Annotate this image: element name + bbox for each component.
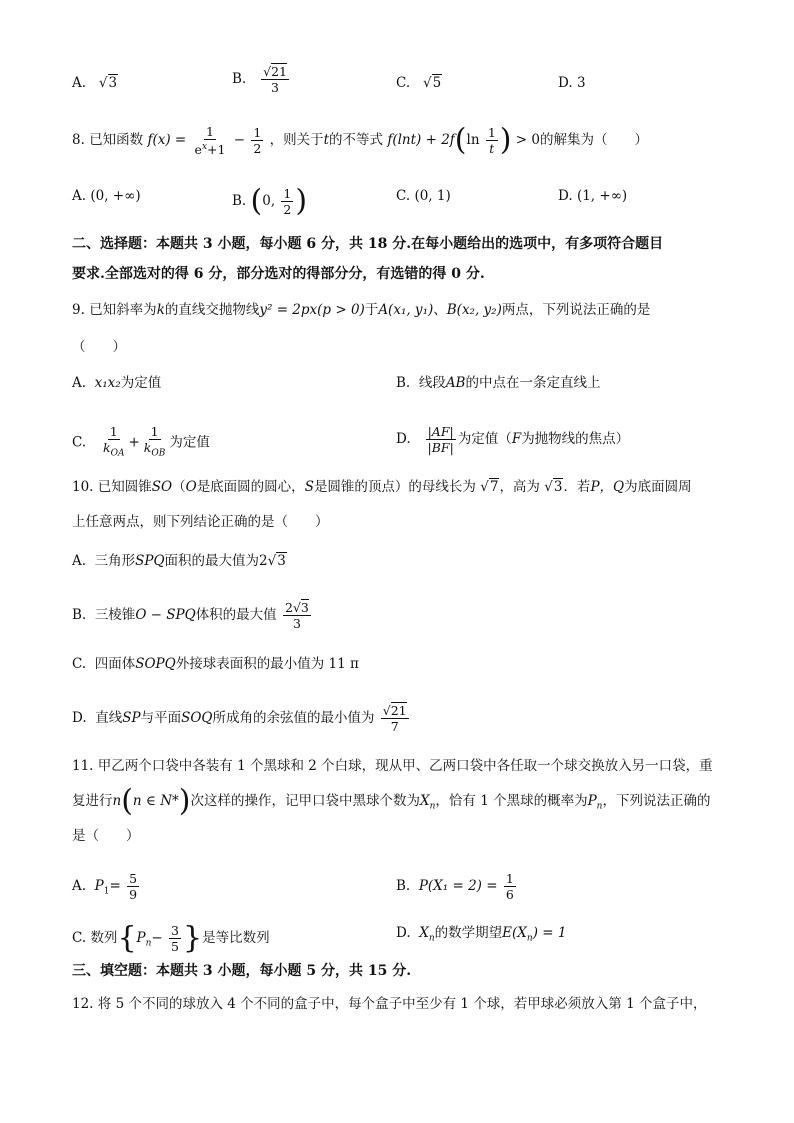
fraction: $\frac{1}{6}$ <box>505 871 514 902</box>
fraction: $\frac{5}{9}$ <box>129 871 138 902</box>
q9-option-c: C. $\frac{1}{k_{OA}}$ + $\frac{1}{k_{OB}}$ 为定值 <box>72 424 210 462</box>
q8-option-b: B. (0, $\frac{1}{2}$ ) <box>232 183 308 219</box>
section-3-heading: 三、填空题：本题共 3 小题，每小题 5 分，共 15 分. <box>72 963 412 979</box>
question-9-paren: （ ） <box>72 339 126 355</box>
q8-option-d: D. (1, +∞) <box>558 188 628 204</box>
fraction: $\frac{1}{k_{OB}}$ <box>143 424 166 459</box>
fraction: $\frac{3}{5}$ <box>171 923 179 954</box>
question-11-stem-cont: 复进行n(n ∈ N*)次这样的操作，记甲口袋中黑球个数为$X_n$，恰有 1 个黑球的概率为$P_n$，下列说法正确的 <box>72 783 711 819</box>
fraction: $\frac{1}{2}$ <box>253 125 262 157</box>
q7-option-b: B. $\frac{√21}{3}$ <box>232 64 287 95</box>
question-12-stem: 12. 将 5 个不同的球放入 4 个不同的盒子中，每个盒子中至少有 1 个球，若甲球必须放入第 1 个盒子中， <box>72 996 707 1012</box>
q10-option-a: A. 三角形SPQ面积的最大值为2√3 <box>72 553 286 569</box>
q11-option-d: D. $X_n$的数学期望$E(X_n) = 1$ <box>396 925 567 944</box>
q10-option-b: B. 三棱锥O − SPQ体积的最大值 $\frac{2√3}{3}$ <box>72 600 309 631</box>
question-11-stem: 11. 甲乙两个口袋中各装有 1 个黑球和 2 个白球，现从甲、乙两口袋中各任取一个球交换放入另一口袋，重 <box>72 758 713 774</box>
q8-option-a: A. (0, +∞) <box>72 188 141 204</box>
sqrt-expr: √3 <box>98 75 118 91</box>
question-11-stem-end: 是（ ） <box>72 828 140 844</box>
q11-option-b: B. P(X₁ = 2) = $\frac{1}{6}$ <box>396 871 514 902</box>
fraction: $\frac{1}{e^x+1}$ <box>194 124 226 158</box>
question-8-stem: 8. 已知函数 f(x) = $\frac{1}{e^x+1}$ − $\frac{1}{2}$ ，则关于t的不等式 f(lnt) + 2f(ln $\frac{1}{t}$ ) > 0的解集为（ ） <box>72 122 648 158</box>
question-10-stem-cont: 上任意两点，则下列结论正确的是（ ） <box>72 514 329 530</box>
q10-option-d: D. 直线SP与平面SOQ所成角的余弦值的最小值为 $\frac{√21}{7}$ <box>72 703 407 734</box>
fraction: $\frac{|AF|}{|BF|}$ <box>427 424 454 455</box>
q11-option-c: C. 数列{$P_n-$ $\frac{3}{5}$ }是等比数列 <box>72 920 270 956</box>
q9-option-a: A. x₁x₂为定值 <box>72 375 162 391</box>
question-10-stem: 10. 已知圆锥SO（O是底面圆的圆心，S是圆锥的顶点）的母线长为 √7，高为 √3．若P，Q为底面圆周 <box>72 479 692 495</box>
fraction: $\frac{√21}{3}$ <box>263 64 287 95</box>
q10-option-c: C. 四面体SOPQ外接球表面积的最小值为 11 π <box>72 656 359 672</box>
q9-option-b: B. 线段AB的中点在一条定直线上 <box>396 375 601 391</box>
q8-option-c: C. (0, 1) <box>396 188 451 204</box>
section-2-heading-cont: 要求.全部选对的得 6 分，部分选对的得部分分，有选错的得 0 分. <box>72 266 485 282</box>
q9-option-d: D. $\frac{|AF|}{|BF|}$ 为定值（F为抛物线的焦点） <box>396 424 630 455</box>
q7-option-d: D. 3 <box>558 75 586 91</box>
q7-option-c: C. √5 <box>396 75 442 91</box>
q11-option-a: A. $P_1=$ $\frac{5}{9}$ <box>72 871 138 902</box>
fraction: $\frac{1}{k_{OA}}$ <box>103 424 125 459</box>
question-9-stem: 9. 已知斜率为k的直线交抛物线y² = 2px(p > 0)于A(x₁, y₁)、B(x₂, y₂)两点，下列说法正确的是 <box>72 302 651 318</box>
q7-option-a: A. √3 <box>72 75 118 91</box>
sqrt-expr: √5 <box>423 75 442 91</box>
fraction: $\frac{1}{2}$ <box>283 186 292 217</box>
fraction: $\frac{2√3}{3}$ <box>284 600 309 631</box>
fraction: $\frac{1}{t}$ <box>487 125 496 157</box>
section-2-heading: 二、选择题：本题共 3 小题，每小题 6 分，共 18 分.在每小题给出的选项中，有多项符合题目 <box>72 236 664 252</box>
fraction: $\frac{√21}{7}$ <box>382 703 407 734</box>
